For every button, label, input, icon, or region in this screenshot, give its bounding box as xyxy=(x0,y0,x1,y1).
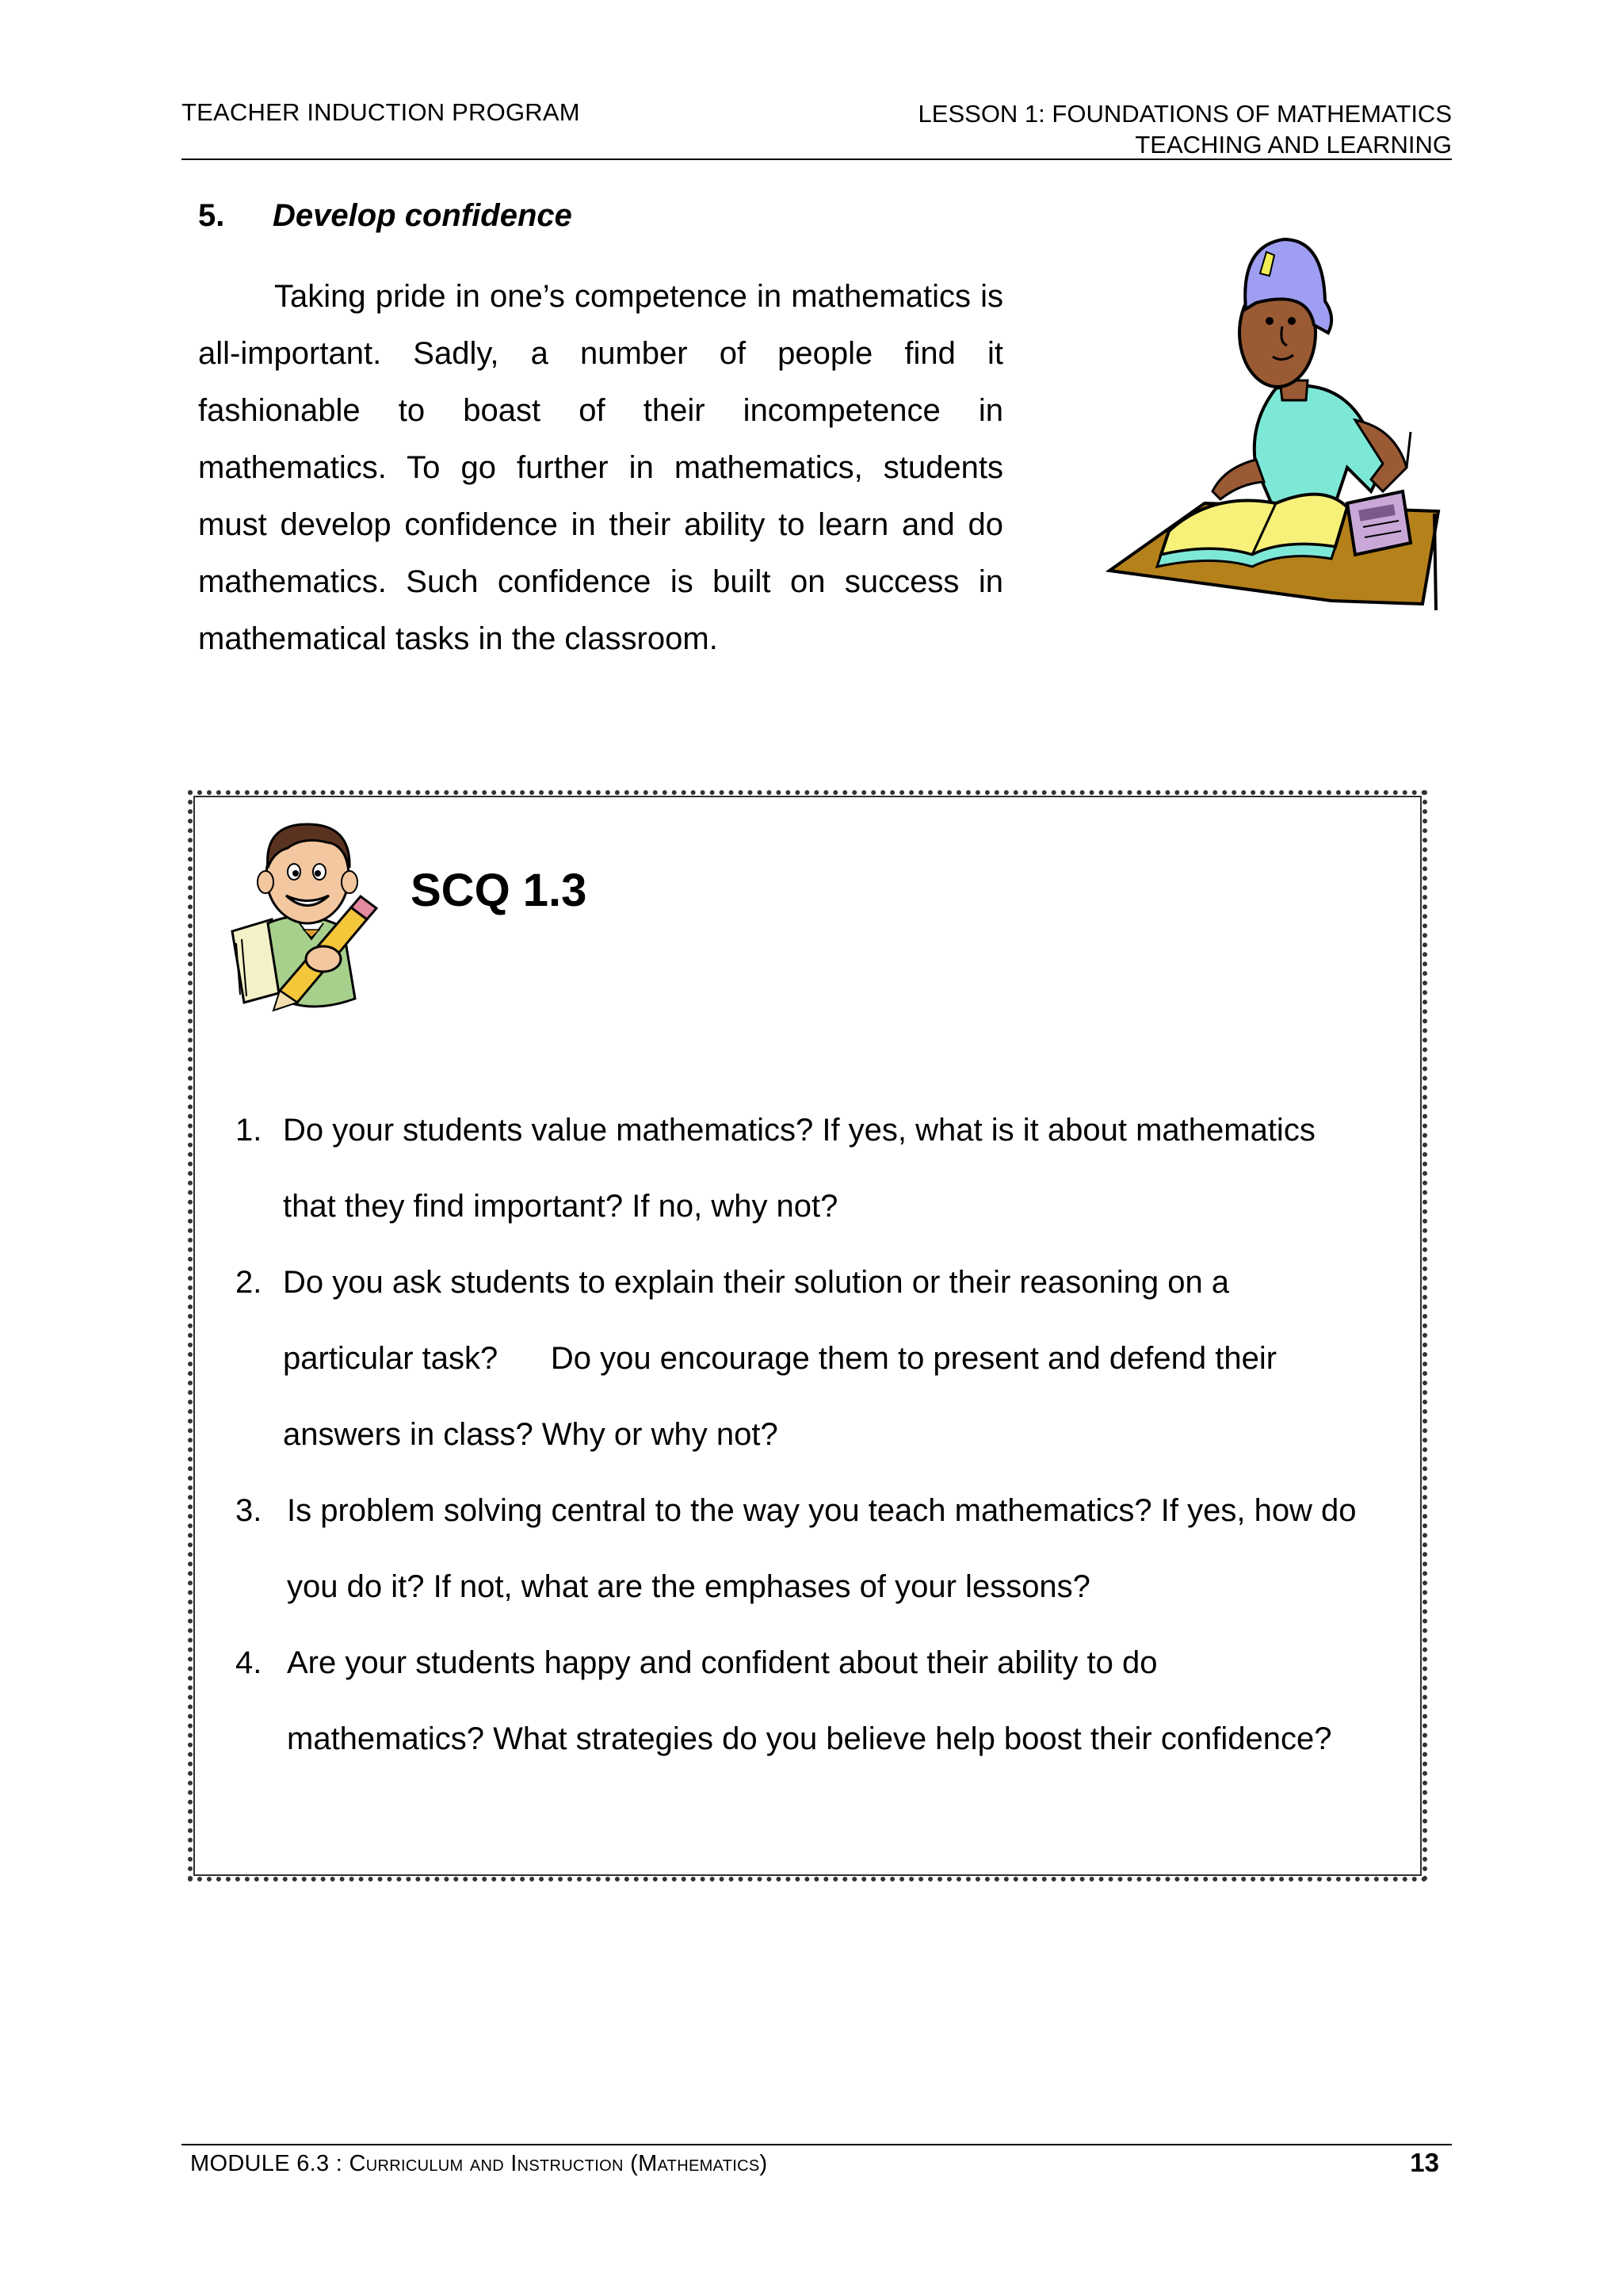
question-number: 4. xyxy=(235,1645,262,1680)
question-line: Do your students value mathematics? If yes, what is it about mathematics xyxy=(283,1113,1316,1148)
footer-divider xyxy=(181,2144,1452,2145)
section-heading xyxy=(198,198,572,234)
question-number: 1. xyxy=(235,1113,262,1148)
header-right-line-2: TEACHING AND LEARNING xyxy=(1135,131,1452,159)
footer-course: Curriculum and Instruction (Mathematics) xyxy=(349,2151,768,2176)
question-line: Is problem solving central to the way you teach mathematics? If yes, how do xyxy=(287,1493,1357,1528)
question-line: particular task? Do you encourage them to present and defend their xyxy=(283,1341,1277,1376)
header-right-line-1: LESSON 1: FOUNDATIONS OF MATHEMATICS xyxy=(918,100,1452,128)
calculator-shape xyxy=(1347,491,1411,555)
teacher-with-pencil-illustration xyxy=(224,812,387,1014)
page-number: 13 xyxy=(1410,2148,1439,2177)
scq-question-3 xyxy=(230,1473,1411,1625)
scq-question-1 xyxy=(230,1092,1411,1244)
running-header-left: TEACHER INDUCTION PROGRAM xyxy=(181,98,580,126)
scq-question-2 xyxy=(230,1244,1411,1473)
question-number: 2. xyxy=(235,1265,262,1300)
student-studying-illustration xyxy=(1094,230,1450,618)
question-number: 3. xyxy=(235,1493,262,1528)
scq-title: SCQ 1.3 xyxy=(411,865,587,916)
section-number: 5. xyxy=(198,198,225,233)
section-title: Develop confidence xyxy=(273,198,572,233)
question-line: you do it? If not, what are the emphases of your lessons? xyxy=(287,1569,1090,1604)
running-footer-left xyxy=(190,2151,767,2177)
header-divider xyxy=(181,159,1452,160)
question-line: that they find important? If no, why not? xyxy=(283,1189,838,1224)
question-line: mathematics? What strategies do you believe help boost their confidence? xyxy=(287,1721,1332,1756)
question-line: answers in class? Why or why not? xyxy=(283,1417,778,1452)
running-header-right xyxy=(739,98,1452,160)
section-paragraph: Taking pride in one’s competence in mathematics is all-important. Sadly, a number of people find it fashionable to boast of their incompetence in mathematics. To go further in mathematics, students must develop confidence in their ability to learn and do mathematics. Such confidence is built on success in mathematical tasks in the classroom. xyxy=(198,279,1003,656)
scq-question-4 xyxy=(230,1625,1411,1777)
footer-module: MODULE 6.3 : xyxy=(190,2151,349,2176)
question-line: Do you ask students to explain their solution or their reasoning on a xyxy=(283,1265,1230,1300)
question-line: Are your students happy and confident about their ability to do xyxy=(287,1645,1158,1680)
scq-question-list xyxy=(230,1092,1411,1777)
